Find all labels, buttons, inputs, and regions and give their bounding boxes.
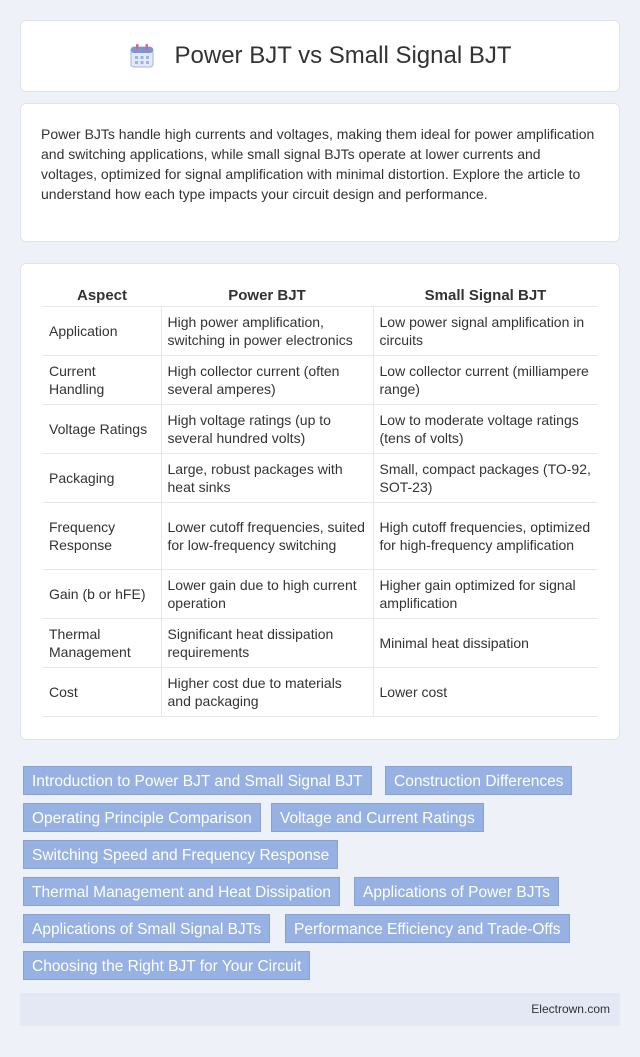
tag-applications-power[interactable]: Applications of Power BJTs [354, 877, 559, 906]
table-header-row [43, 284, 598, 307]
power-bjt-cell: Lower gain due to high current operation [161, 570, 373, 619]
small-signal-bjt-cell: Small, compact packages (TO-92, SOT-23) [373, 454, 598, 503]
power-bjt-cell: High collector current (often several amperes) [161, 356, 373, 405]
tag-operating-principle[interactable]: Operating Principle Comparison [23, 803, 261, 832]
tag-voltage-current-ratings[interactable]: Voltage and Current Ratings [271, 803, 484, 832]
table-row [43, 619, 598, 668]
header-card [20, 20, 620, 92]
header-aspect: Aspect [43, 284, 161, 307]
tag-construction-differences[interactable]: Construction Differences [385, 766, 572, 795]
power-bjt-cell: High voltage ratings (up to several hundred volts) [161, 405, 373, 454]
tag-switching-speed[interactable]: Switching Speed and Frequency Response [23, 840, 338, 869]
table-row [43, 405, 598, 454]
aspect-cell: Application [43, 307, 161, 356]
small-signal-bjt-cell: Low collector current (milliampere range) [373, 356, 598, 405]
table-row [43, 503, 598, 570]
aspect-cell: Gain (b or hFE) [43, 570, 161, 619]
small-signal-bjt-cell: Minimal heat dissipation [373, 619, 598, 668]
table-row [43, 668, 598, 717]
table-row [43, 356, 598, 405]
aspect-cell: Current Handling [43, 356, 161, 405]
tag-applications-small-signal[interactable]: Applications of Small Signal BJTs [23, 914, 270, 943]
intro-card [20, 103, 620, 242]
tag-introduction[interactable]: Introduction to Power BJT and Small Signal BJT [23, 766, 372, 795]
aspect-cell: Cost [43, 668, 161, 717]
power-bjt-cell: Higher cost due to materials and packaging [161, 668, 373, 717]
comparison-table-card [20, 263, 620, 740]
power-bjt-cell: High power amplification, switching in power electronics [161, 307, 373, 356]
small-signal-bjt-cell: Low power signal amplification in circuits [373, 307, 598, 356]
table-row [43, 307, 598, 356]
calendar-icon [129, 43, 155, 69]
intro-text: Power BJTs handle high currents and voltages, making them ideal for power amplification and switching applications, while small signal BJTs operate at lower currents and voltages, optimized for signal amplification with minimal distortion. Explore the article to understand how each type impacts your circuit design and performance. [41, 126, 595, 202]
small-signal-bjt-cell: Higher gain optimized for signal amplification [373, 570, 598, 619]
small-signal-bjt-cell: Lower cost [373, 668, 598, 717]
power-bjt-cell: Lower cutoff frequencies, suited for low-frequency switching [161, 503, 373, 570]
footer [20, 993, 620, 1026]
small-signal-bjt-cell: High cutoff frequencies, optimized for high-frequency amplification [373, 503, 598, 570]
power-bjt-cell: Significant heat dissipation requirements [161, 619, 373, 668]
aspect-cell: Voltage Ratings [43, 405, 161, 454]
aspect-cell: Thermal Management [43, 619, 161, 668]
header-power-bjt: Power BJT [161, 284, 373, 307]
table-row [43, 570, 598, 619]
header-small-signal-bjt: Small Signal BJT [373, 284, 598, 307]
page-title: Power BJT vs Small Signal BJT [174, 42, 512, 69]
table-row [43, 454, 598, 503]
power-bjt-cell: Large, robust packages with heat sinks [161, 454, 373, 503]
aspect-cell: Frequency Response [43, 503, 161, 570]
footer-site-name: Electrown.com [531, 1002, 610, 1016]
aspect-cell: Packaging [43, 454, 161, 503]
tag-thermal-management[interactable]: Thermal Management and Heat Dissipation [23, 877, 340, 906]
tag-performance-efficiency[interactable]: Performance Efficiency and Trade-Offs [285, 914, 570, 943]
comparison-table [43, 284, 598, 717]
small-signal-bjt-cell: Low to moderate voltage ratings (tens of volts) [373, 405, 598, 454]
tag-choosing-bjt[interactable]: Choosing the Right BJT for Your Circuit [23, 951, 310, 980]
